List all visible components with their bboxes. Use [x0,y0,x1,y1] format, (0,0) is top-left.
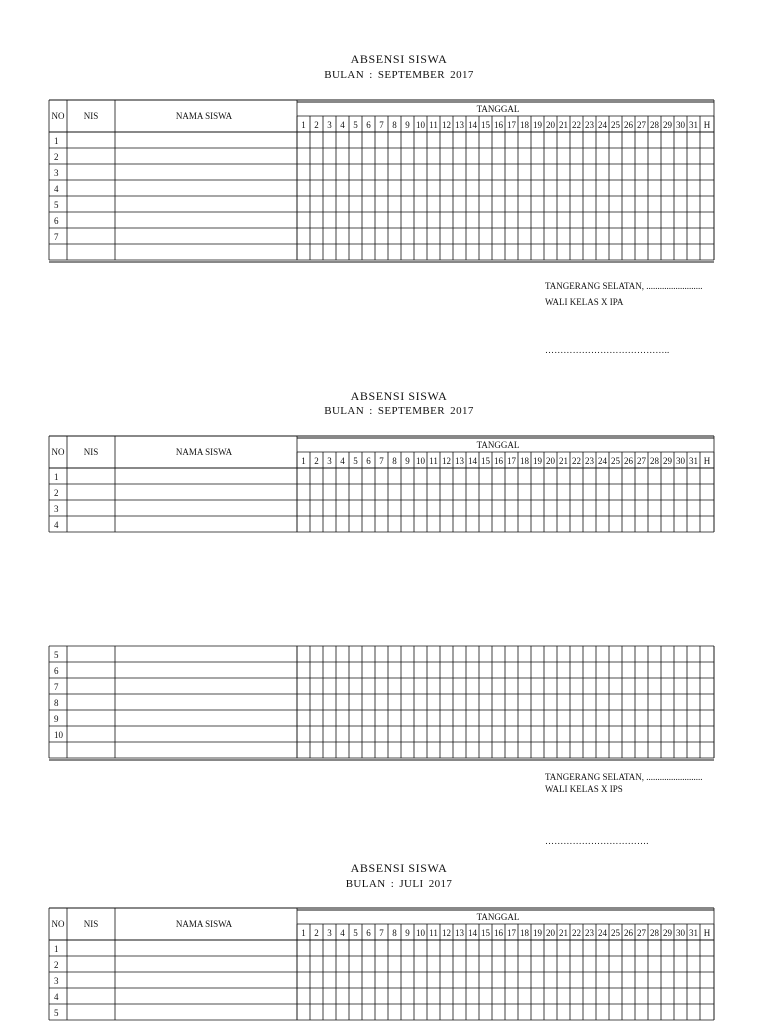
day-header: 20 [546,456,555,466]
column-header-nis: NIS [83,447,99,457]
day-header: 28 [650,928,659,938]
column-header-tanggal: TANGGAL [476,912,520,922]
day-header: 7 [379,928,384,938]
day-header: 4 [340,456,345,466]
day-header: 7 [379,120,384,130]
day-header: 5 [353,928,358,938]
day-header: 12 [442,120,451,130]
column-header-nama-siswa: NAMA SISWA [175,447,233,457]
day-header: 3 [327,456,332,466]
day-header: 2 [314,456,319,466]
day-header: 23 [585,456,594,466]
day-header: 14 [468,456,477,466]
row-number: 2 [54,152,59,162]
day-header: 13 [455,120,464,130]
day-header: 31 [689,120,698,130]
column-header-no: NO [51,111,65,121]
day-header: 2 [314,120,319,130]
day-header: 5 [353,456,358,466]
day-header: 9 [405,456,410,466]
sheet2-signature-line: ……………………………. [545,836,649,846]
row-number: 4 [54,184,59,194]
row-number: 5 [54,200,59,210]
sheet1-title: ABSENSI SISWA [350,52,448,66]
row-number: 6 [54,666,59,676]
day-header: 1 [301,456,306,466]
day-header: 8 [392,456,397,466]
day-header: 23 [585,928,594,938]
day-header: 14 [468,928,477,938]
day-header: 4 [340,928,345,938]
column-header-nama-siswa: NAMA SISWA [175,111,233,121]
day-header: 10 [416,456,425,466]
day-header: 16 [494,120,503,130]
row-number: 3 [54,976,59,986]
day-header: 3 [327,120,332,130]
day-header: 25 [611,928,620,938]
day-header: 21 [559,120,568,130]
day-header: H [703,928,711,938]
day-header: 15 [481,120,490,130]
day-header: 11 [429,456,438,466]
row-number: 2 [54,488,59,498]
sheet3-month: BULAN : JULI 2017 [345,878,453,890]
day-header: 7 [379,456,384,466]
day-header: 6 [366,456,371,466]
day-header: 18 [520,928,529,938]
day-header: 8 [392,120,397,130]
day-header: 14 [468,120,477,130]
day-header: 30 [676,456,685,466]
day-header: 20 [546,120,555,130]
day-header: 16 [494,456,503,466]
row-number: 4 [54,520,59,530]
sheet2-month: BULAN : SEPTEMBER 2017 [324,405,474,417]
sheet2-homeroom-teacher: WALI KELAS X IPS [545,784,623,794]
column-header-no: NO [51,447,65,457]
day-header: 26 [624,456,633,466]
day-header: 18 [520,456,529,466]
day-header: 15 [481,456,490,466]
day-header: 11 [429,928,438,938]
row-number: 7 [54,232,59,242]
row-number: 8 [54,698,59,708]
row-number: 7 [54,682,59,692]
row-number: 1 [54,472,59,482]
day-header: 6 [366,928,371,938]
row-number: 5 [54,650,59,660]
day-header: H [703,120,711,130]
day-header: 13 [455,928,464,938]
day-header: 18 [520,120,529,130]
day-header: 29 [663,120,672,130]
day-header: 9 [405,120,410,130]
day-header: 25 [611,456,620,466]
sheet2-title: ABSENSI SISWA [350,389,448,403]
day-header: 17 [507,120,516,130]
day-header: 29 [663,456,672,466]
column-header-nis: NIS [83,919,99,929]
day-header: 20 [546,928,555,938]
day-header: 23 [585,120,594,130]
day-header: 30 [676,120,685,130]
sheet1-signature-line: ………………………………….. [545,345,670,355]
day-header: 16 [494,928,503,938]
row-number: 6 [54,216,59,226]
row-number: 4 [54,992,59,1002]
day-header: 27 [637,120,646,130]
sheet2-place-date: TANGERANG SELATAN, ......................... [545,772,703,782]
day-header: 24 [598,120,607,130]
day-header: 19 [533,456,542,466]
column-header-tanggal: TANGGAL [476,104,520,114]
day-header: 24 [598,928,607,938]
day-header: 12 [442,928,451,938]
day-header: 28 [650,456,659,466]
day-header: 12 [442,456,451,466]
row-number: 3 [54,504,59,514]
column-header-no: NO [51,919,65,929]
day-header: 5 [353,120,358,130]
day-header: 21 [559,456,568,466]
day-header: 22 [572,120,581,130]
sheet1-place-date: TANGERANG SELATAN, ......................... [545,281,703,291]
day-header: 30 [676,928,685,938]
day-header: 15 [481,928,490,938]
row-number: 2 [54,960,59,970]
day-header: 3 [327,928,332,938]
day-header: 2 [314,928,319,938]
day-header: 19 [533,120,542,130]
day-header: 11 [429,120,438,130]
day-header: 19 [533,928,542,938]
row-number: 1 [54,136,59,146]
day-header: 31 [689,928,698,938]
day-header: 6 [366,120,371,130]
row-number: 5 [54,1008,59,1018]
day-header: 27 [637,928,646,938]
day-header: 24 [598,456,607,466]
day-header: 26 [624,928,633,938]
day-header: 1 [301,928,306,938]
day-header: 26 [624,120,633,130]
day-header: 9 [405,928,410,938]
row-number: 3 [54,168,59,178]
day-header: 21 [559,928,568,938]
day-header: 22 [572,928,581,938]
row-number: 1 [54,944,59,954]
column-header-nama-siswa: NAMA SISWA [175,919,233,929]
day-header: 31 [689,456,698,466]
column-header-nis: NIS [83,111,99,121]
row-number: 10 [54,730,63,740]
day-header: 17 [507,928,516,938]
day-header: 28 [650,120,659,130]
day-header: 8 [392,928,397,938]
day-header: 1 [301,120,306,130]
day-header: 10 [416,120,425,130]
day-header: 10 [416,928,425,938]
sheet1-month: BULAN : SEPTEMBER 2017 [324,69,474,81]
sheet1-homeroom-teacher: WALI KELAS X IPA [545,297,624,307]
sheet3-title: ABSENSI SISWA [350,861,448,875]
day-header: 27 [637,456,646,466]
day-header: 29 [663,928,672,938]
day-header: 22 [572,456,581,466]
day-header: 17 [507,456,516,466]
day-header: H [703,456,711,466]
day-header: 25 [611,120,620,130]
day-header: 13 [455,456,464,466]
column-header-tanggal: TANGGAL [476,440,520,450]
row-number: 9 [54,714,59,724]
day-header: 4 [340,120,345,130]
